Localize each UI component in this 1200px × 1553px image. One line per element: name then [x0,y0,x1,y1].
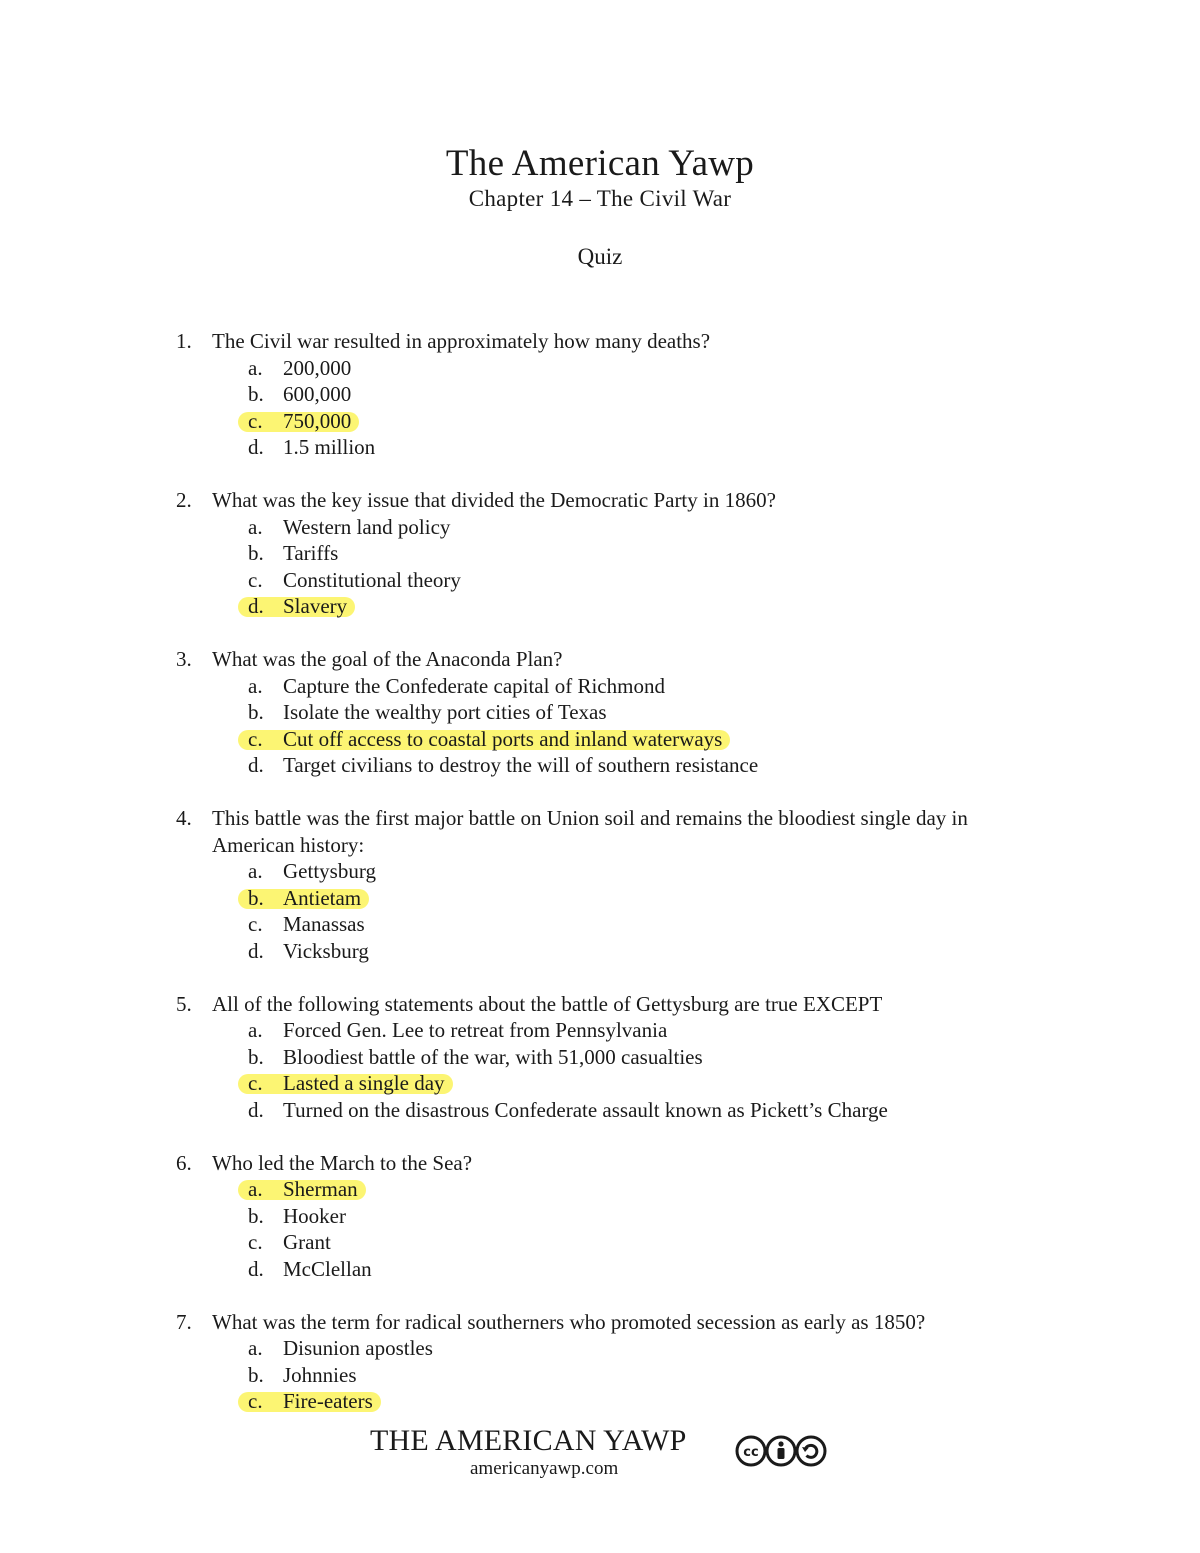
answer-option [0,726,1200,753]
answer-option [0,1256,1200,1283]
option-letter: c. [248,1071,263,1095]
question-3 [0,646,1200,779]
option-letter: a. [248,1018,263,1042]
option-letter: c. [248,567,263,592]
question-line [0,646,1200,673]
option-text: Gettysburg [283,859,376,883]
option-text: Grant [283,1230,331,1254]
option-text: Forced Gen. Lee to retreat from Pennsylvania [283,1018,668,1042]
answer-option [0,567,1200,594]
option-letter: d. [248,594,264,618]
question-7 [0,1309,1200,1415]
option-text: Slavery [283,594,348,618]
option-text: Cut off access to coastal ports and inland waterways [283,726,723,751]
option-text: Western land policy [283,514,451,539]
option-letter: a. [248,859,263,883]
question-line [0,991,1200,1018]
option-letter: c. [248,408,263,433]
question-1 [0,328,1200,461]
question-text: Who led the March to the Sea? [212,1150,473,1175]
answer-option [0,381,1200,408]
question-line [0,1309,1200,1336]
answer-option [0,1335,1200,1362]
option-letter: c. [248,726,263,751]
option-text: 1.5 million [283,435,376,459]
option-text: 750,000 [283,408,352,433]
option-letter: a. [248,355,263,380]
option-letter: d. [248,435,264,459]
option-letter: a. [248,1177,263,1201]
option-text: Capture the Confederate capital of Richmond [283,673,665,698]
option-letter: a. [248,514,263,539]
answer-option [0,355,1200,382]
option-text: 600,000 [283,382,352,406]
answer-option [0,858,1200,885]
option-text: Tariffs [283,541,339,565]
question-number: 5. [176,991,192,1016]
question-text: All of the following statements about the battle of Gettysburg are true EXCEPT [212,991,883,1016]
quiz-label: Quiz [577,244,623,269]
question-text: What was the goal of the Anaconda Plan? [212,647,563,671]
option-letter: a. [248,673,263,698]
answer-option [0,1070,1200,1097]
option-text: Disunion apostles [283,1336,433,1360]
question-6 [0,1150,1200,1283]
question-2 [0,487,1200,620]
option-text: Target civilians to destroy the will of southern resistance [283,753,759,777]
question-number: 7. [176,1309,192,1334]
option-letter: b. [248,541,264,565]
answer-option [0,434,1200,461]
option-text: Manassas [283,912,365,936]
quiz-questions [0,328,1200,1441]
svg-text:cc: cc [743,1445,759,1460]
question-number: 4. [176,806,192,830]
option-text: 200,000 [283,355,352,380]
option-text: Constitutional theory [283,567,461,592]
answer-option [0,514,1200,541]
option-text: Turned on the disastrous Confederate assault known as Pickett’s Charge [283,1097,888,1122]
answer-option [0,885,1200,912]
option-text: Fire-eaters [283,1389,373,1413]
question-text: What was the term for radical southerners who promoted secession as early as 1850? [212,1309,926,1334]
answer-option [0,911,1200,938]
question-line [0,487,1200,514]
option-text: Antietam [283,885,362,910]
footer-brand: THE AMERICAN YAWP [370,1424,687,1457]
question-number: 3. [176,647,192,671]
question-line [0,805,1200,858]
answer-option [0,752,1200,779]
option-text: Isolate the wealthy port cities of Texas [283,700,607,724]
answer-option [0,1017,1200,1044]
option-letter: b. [248,1203,264,1228]
option-letter: c. [248,912,263,936]
answer-option [0,673,1200,700]
question-text: What was the key issue that divided the Democratic Party in 1860? [212,488,776,512]
cc-license-icon [735,1434,827,1473]
answer-option [0,1203,1200,1230]
document-title: The American Yawp [445,143,755,184]
answer-option [0,699,1200,726]
question-line [0,328,1200,355]
option-text: Bloodiest battle of the war, with 51,000 casualties [283,1044,703,1069]
option-letter: d. [248,753,264,777]
option-letter: a. [248,1336,263,1360]
answer-option [0,1097,1200,1124]
option-text: McClellan [283,1256,372,1281]
option-letter: b. [248,1362,264,1387]
question-number: 6. [176,1150,192,1175]
option-letter: d. [248,938,264,963]
option-letter: b. [248,382,264,406]
answer-option [0,540,1200,567]
option-text: Sherman [283,1177,358,1201]
option-letter: d. [248,1097,264,1122]
option-text: Hooker [283,1203,346,1228]
option-text: Vicksburg [283,938,369,963]
question-number: 1. [176,329,192,353]
option-text: Johnnies [283,1362,357,1387]
answer-option [0,1388,1200,1415]
option-letter: d. [248,1256,264,1281]
option-letter: c. [248,1389,263,1413]
option-letter: b. [248,885,264,910]
option-text: Lasted a single day [283,1071,445,1095]
answer-option [0,408,1200,435]
question-5 [0,991,1200,1124]
question-number: 2. [176,488,192,512]
answer-option [0,1362,1200,1389]
question-line [0,1150,1200,1177]
question-4 [0,805,1200,964]
answer-option [0,1044,1200,1071]
option-letter: c. [248,1230,263,1254]
option-letter: b. [248,1044,264,1069]
footer-url[interactable]: americanyawp.com [470,1458,619,1479]
question-text: The Civil war resulted in approximately how many deaths? [212,329,711,353]
answer-option [0,938,1200,965]
option-letter: b. [248,700,264,724]
answer-option [0,1229,1200,1256]
answer-option [0,1176,1200,1203]
question-text: This battle was the first major battle on Union soil and remains the bloodiest single day in American history: [212,806,968,857]
answer-option [0,593,1200,620]
chapter-subtitle: Chapter 14 – The Civil War [468,186,732,211]
